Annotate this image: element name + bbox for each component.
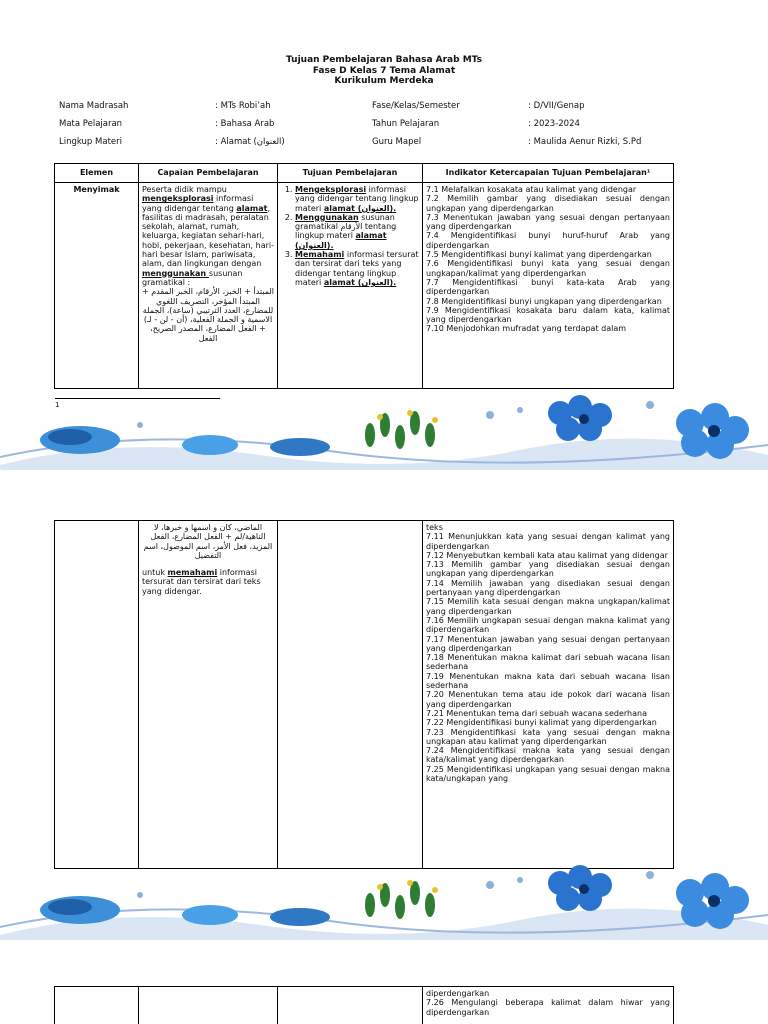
guru-label: Guru Mapel [372, 137, 422, 147]
info-values-left [215, 100, 285, 148]
indicator-item: diperdengarkan [426, 989, 490, 998]
capaian-cell: Peserta didik mampu mengeksplorasi informasi yang didengar tentang alamat, fasilitas di madrasah, peralatan sekolah, alamat, rumah, keluarga, kegiatan sehari-hari, hobi, pekerjaan, kesehatan, hari-hari besar Islam, pariwisata, alam, dan lingkungan dengan menggunakan susunan gramatikal : المبتدأ + الخبر، الأرقام، الخبر المقدم + المبتدأ المؤخر، التصريف اللغوي للمضارع، العدد الترتيبي (ساعة)، الجملة الاسمية و الجملة الفعلية، (أن - لن - لـ) + الفعل المضارع، المصدر الصريح، الفعل [139, 183, 278, 389]
capaian-cell-continued [139, 521, 278, 869]
madrasah-value: : MTs Robi’ah [215, 101, 271, 111]
indicator-item: 7.12 Menyebutkan kembali kata atau kalimat yang didengar [426, 550, 668, 560]
indicator-item: 7.14 Memilih jawaban yang disediakan sesuai dengan pertanyaan yang diperdengarkan [426, 578, 670, 598]
indicator-item: 7.11 Menunjukkan kata yang sesuai dengan kalimat yang diperdengarkan [426, 532, 670, 551]
info-labels-right [372, 100, 460, 148]
indicator-item: 7.3 Menentukan jawaban yang sesuai dengan pertanyaan yang diperdengarkan [426, 212, 670, 232]
madrasah-label: Nama Madrasah [59, 101, 129, 111]
learning-objectives-table [54, 163, 674, 389]
indikator-cell-continued [423, 521, 674, 869]
footnote: 1 [55, 398, 220, 409]
tujuan-cell-empty [278, 521, 423, 869]
elemen-cell [55, 183, 139, 389]
indicator-item: 7.17 Menentukan jawaban yang sesuai dengan pertanyaan yang diperdengarkan [426, 634, 670, 653]
indicator-item: 7.5 Mengidentifikasi bunyi kalimat yang diperdengarkan [426, 250, 652, 260]
indicator-item: 7.7 Mengidentifikasi bunyi kata-kata Arab yang diperdengarkan [426, 277, 670, 297]
lingkup-label: Lingkup Materi [59, 137, 122, 147]
indicator-item: 7.23 Mengidentifikasi kata yang sesuai dengan makna ungkapan atau kalimat yang diperdengarkan [426, 727, 670, 746]
tujuan-list [281, 185, 419, 287]
indicator-item: 7.1 Melafalkan kosakata atau kalimat yang didengar [426, 185, 637, 194]
tahun-label: Tahun Pelajaran [372, 119, 440, 129]
indicator-item: teks [426, 523, 443, 532]
learning-objectives-table-continued [54, 520, 674, 869]
fase-value: : D/VII/Genap [528, 101, 585, 111]
document-page-3 [0, 940, 768, 1024]
indikator-list-page3 [426, 989, 670, 1017]
info-values-right [528, 100, 641, 148]
indicator-item: 7.21 Menentukan tema dari sebuah wacana sederhana [426, 708, 647, 718]
indicator-item: 7.19 Menentukan makna kata dari sebuah wacana lisan sederhana [426, 671, 670, 691]
document-title: Tujuan Pembelajaran Bahasa Arab MTs Fase D Kelas 7 Tema Alamat Kurikulum Merdeka [286, 55, 482, 86]
tujuan-item-1: 1. Mengeksplorasi informasi yang didengar tentang lingkup materi alamat (العنوان). [295, 185, 419, 213]
indikator-list-page1 [426, 185, 670, 386]
elemen-cell-empty [55, 987, 139, 1024]
tujuan-cell-empty [278, 987, 423, 1024]
indicator-item: 7.25 Mengidentifikasi ungkapan yang sesuai dengan makna kata/ungkapan yang [426, 764, 670, 784]
elemen-cell-empty [55, 521, 139, 869]
header-elemen: Elemen [55, 164, 139, 183]
header-capaian: Capaian Pembelajaran [139, 164, 278, 183]
indicator-item: 7.20 Menentukan tema atau ide pokok dari wacana lisan yang diperdengarkan [426, 690, 670, 709]
mapel-value: : Bahasa Arab [215, 119, 275, 129]
tahun-value: : 2023-2024 [528, 119, 580, 129]
indicator-item: 7.2 Memilih gambar yang disediakan sesuai dengan ungkapan yang diperdengarkan [426, 194, 670, 213]
capaian-arabic-2: الماضي، كان و اسمها و خبرها، لا الناهية/لم + الفعل المضارع، الفعل المزيد، فعل الأمر، اسم الموصول، اسم التفضيل [143, 523, 273, 560]
elemen-menyimak: Menyimak [73, 185, 120, 194]
indicator-item: 7.15 Memilih kata sesuai dengan makna ungkapan/kalimat yang diperdengarkan [426, 597, 670, 616]
capaian-arabic-1: المبتدأ + الخبر، الأرقام، الخبر المقدم + المبتدأ المؤخر، التصريف اللغوي للمضارع، العدد الترتيبي (ساعة)، الجملة الاسمية و الجملة الفعلية، (أن - لن - لـ) + الفعل المضارع، المصدر الصريح، الفعل [142, 287, 274, 343]
header-indikator: Indikator Ketercapaian Tujuan Pembelajaran¹ [423, 164, 674, 183]
indicator-item: 7.9 Mengidentifikasi kosakata baru dalam kata, kalimat yang diperdengarkan [426, 305, 670, 325]
fase-label: Fase/Kelas/Semester [372, 101, 460, 111]
capaian-paragraph-2: untuk memahami informasi tersurat dan tersirat dari teks yang didengar. [142, 568, 261, 596]
mapel-label: Mata Pelajaran [59, 119, 123, 129]
floral-border-decoration [0, 395, 768, 470]
tujuan-item-3: 3. Memahami informasi tersurat dan tersirat dari teks yang didengar tentang lingkup materi alamat (العنوان). [295, 250, 419, 287]
indicator-item: 7.26 Mengulangi beberapa kalimat dalam hiwar yang diperdengarkan [426, 998, 670, 1017]
learning-objectives-table-continued-2 [54, 986, 674, 1024]
indicator-item: 7.13 Memilih gambar yang disediakan sesuai dengan ungkapan yang diperdengarkan [426, 560, 670, 579]
indikator-list-page2 [426, 523, 670, 866]
document-page-1 [0, 0, 768, 470]
floral-border-decoration [0, 865, 768, 940]
indicator-item: 7.10 Menjodohkan mufradat yang terdapat dalam [426, 324, 627, 334]
header-tujuan: Tujuan Pembelajaran [278, 164, 423, 183]
info-labels-left [59, 100, 128, 148]
indicator-item: 7.24 Mengidentifikasi makna kata yang sesuai dengan kata/kalimat yang diperdengarkan [426, 746, 670, 765]
indicator-item: 7.8 Mengidentifikasi bunyi ungkapan yang diperdengarkan [426, 296, 662, 306]
lingkup-value: : Alamat (العنوان) [215, 137, 285, 147]
capaian-cell-empty [139, 987, 278, 1024]
indicator-item: 7.6 Mengidentifikasi bunyi kata yang sesuai dengan ungkapan/kalimat yang diperdengarkan [426, 259, 670, 278]
guru-value: : Maulida Aenur Rizki, S.Pd [528, 137, 642, 147]
indicator-item: 7.16 Memilih ungkapan sesuai dengan makna kalimat yang diperdengarkan [426, 615, 670, 635]
indicator-item: 7.18 Menentukan makna kalimat dari sebuah wacana lisan sederhana [426, 653, 670, 672]
tujuan-cell [278, 183, 423, 389]
indikator-cell [423, 183, 674, 389]
document-page-2 [0, 470, 768, 940]
indikator-cell-continued-2 [423, 987, 674, 1024]
indicator-item: 7.22 Mengidentifikasi bunyi kalimat yang diperdengarkan [426, 718, 657, 728]
indicator-item: 7.4 Mengidentifikasi bunyi huruf-huruf Arab yang diperdengarkan [426, 231, 670, 250]
tujuan-item-2: 2. Menggunakan susunan gramatikal الأرقام tentang lingkup materi alamat (العنوان). [295, 213, 419, 250]
